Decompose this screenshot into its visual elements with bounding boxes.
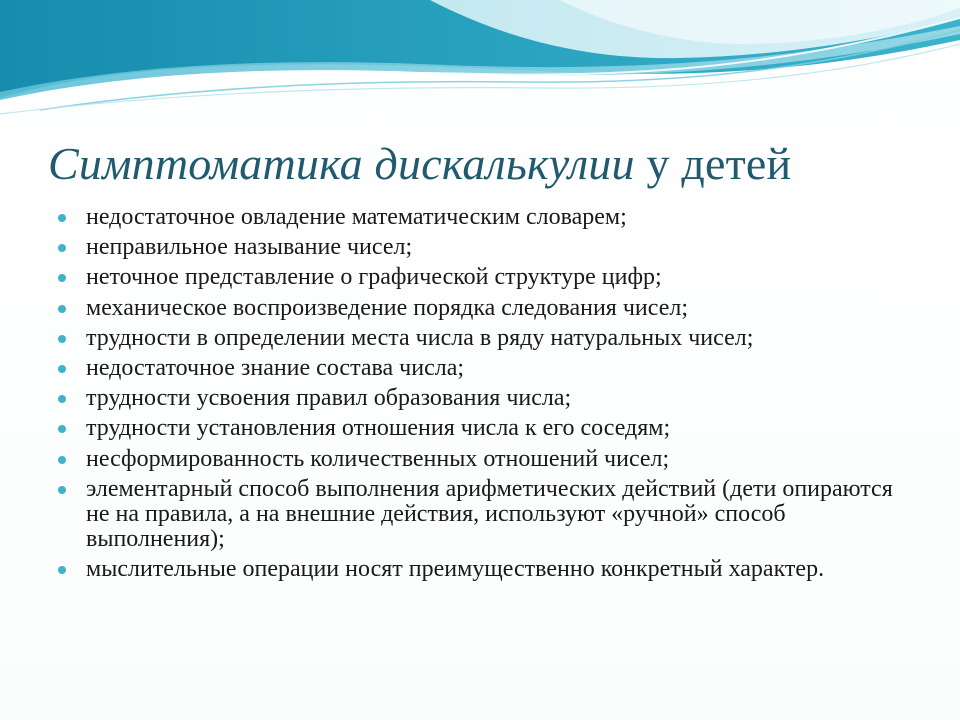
list-item — [58, 386, 918, 411]
bullet-dot-icon — [58, 486, 66, 494]
list-item-text: трудности усвоения правил образования числа; — [86, 385, 572, 412]
bullet-dot-icon — [58, 566, 66, 574]
title-italic-part: Симптоматика дискалькулии — [48, 138, 635, 189]
list-item — [58, 447, 918, 472]
list-item-text: элементарный способ выполнения арифметических действий (дети опираются не на правила, а на внешние действия, используют «ручной» способ выполнения); — [86, 475, 893, 552]
list-item-text: недостаточное знание состава числа; — [86, 354, 465, 381]
bullet-dot-icon — [58, 274, 66, 282]
bullet-dot-icon — [58, 305, 66, 313]
bullet-dot-icon — [58, 425, 66, 433]
list-item-text: неточное представление о графической структуре цифр; — [86, 264, 662, 291]
list-item — [58, 356, 918, 381]
bullet-dot-icon — [58, 365, 66, 373]
list-item — [58, 296, 918, 321]
list-item — [58, 557, 918, 582]
bullet-dot-icon — [58, 335, 66, 343]
list-item-text: недостаточное овладение математическим словарем; — [86, 204, 627, 230]
list-item-text: несформированность количественных отношений чисел; — [86, 445, 670, 472]
list-item — [58, 235, 918, 260]
bullet-dot-icon — [58, 214, 66, 222]
list-item — [58, 477, 918, 552]
bullet-dot-icon — [58, 244, 66, 252]
bullet-dot-icon — [58, 456, 66, 464]
list-item-text: трудности установления отношения числа к его соседям; — [86, 415, 671, 442]
list-item-text: трудности в определении места числа в ряду натуральных чисел; — [86, 324, 754, 351]
list-item-text: механическое воспроизведение порядка следования чисел; — [86, 294, 688, 321]
list-item — [58, 416, 918, 441]
slide-title — [48, 137, 791, 190]
list-item — [58, 265, 918, 290]
list-item-text: мыслительные операции носят преимущественно конкретный характер. — [86, 555, 825, 582]
bullet-dot-icon — [58, 395, 66, 403]
list-item-text: неправильное называние чисел; — [86, 234, 413, 261]
list-item — [58, 205, 918, 230]
list-item — [58, 326, 918, 351]
symptom-list — [58, 205, 918, 587]
wave-header-decoration — [0, 0, 960, 120]
title-normal-part: у детей — [634, 138, 792, 189]
